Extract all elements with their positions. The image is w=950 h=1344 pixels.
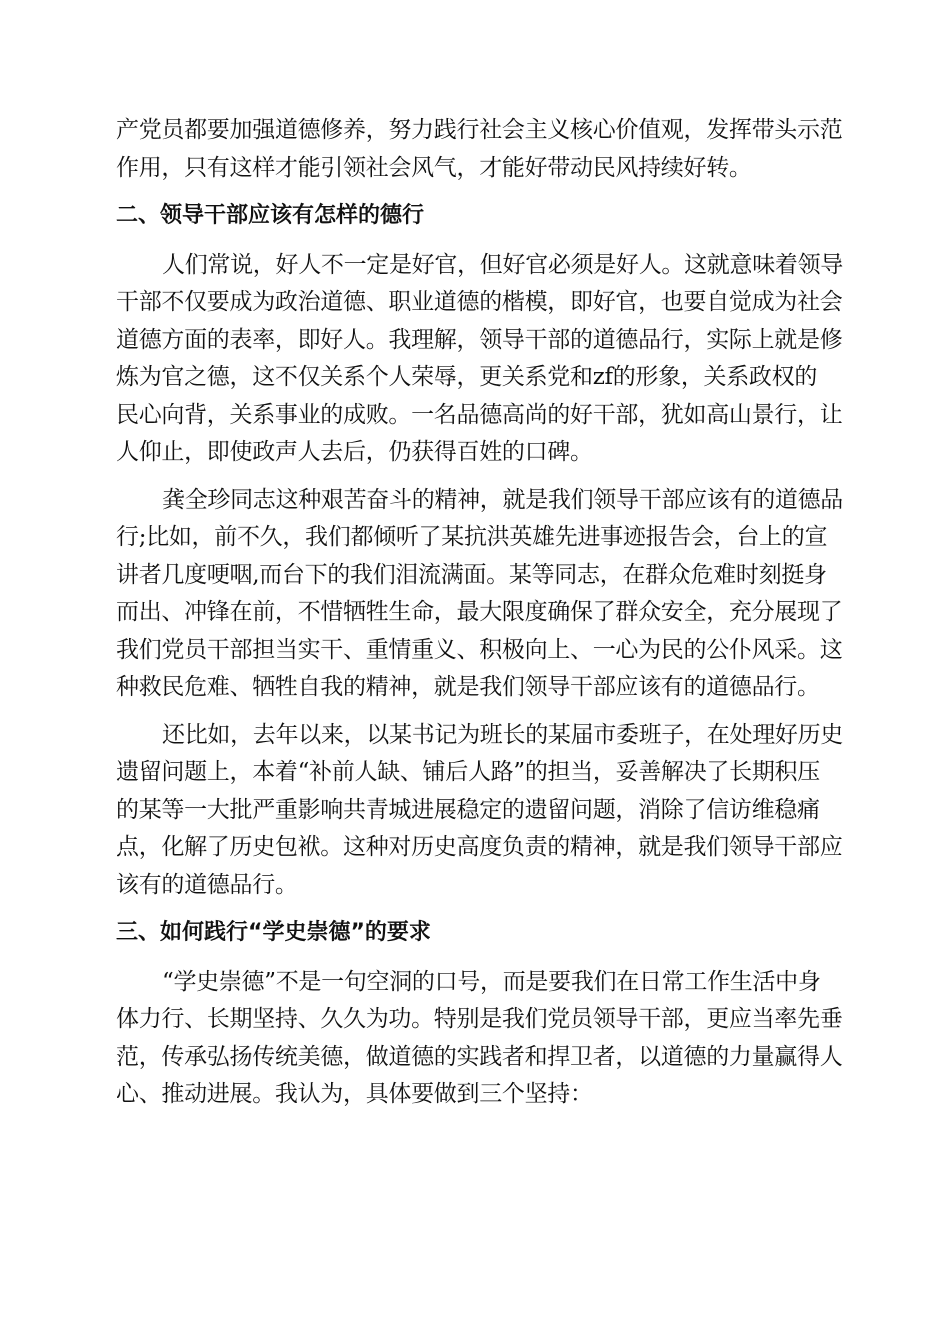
text-line: 范，传承弘扬传统美德，做道德的实践者和捍卫者，以道德的力量赢得人 (116, 1043, 843, 1070)
text-line: 作用，只有这样才能引领社会风气，才能好带动民风持续好转。 (116, 154, 752, 181)
text-line: 该有的道德品行。 (116, 871, 298, 898)
paragraph-continuation (116, 112, 843, 187)
text-line: 龚全珍同志这种艰苦奋斗的精神，就是我们领导干部应该有的道德品 (162, 486, 844, 513)
paragraph-historical-issues (116, 717, 844, 905)
text-line: 干部不仅要成为政治道德、职业道德的楷模，即好官，也要自觉成为社会 (116, 289, 843, 315)
text-line: 道德方面的表率，即好人。我理解，领导干部的道德品行，实际上就是修 (116, 326, 843, 353)
text-line: 点，化解了历史包袱。这种对历史高度负责的精神，就是我们领导干部应 (116, 834, 843, 860)
text-line: 人仰止，即使政声人去后，仍获得百姓的口碑。 (116, 439, 593, 465)
text-line: 遗留问题上，本着“补前人缺、铺后人路”的担当，妥善解决了长期积压 (116, 759, 820, 785)
paragraph-practice (116, 964, 843, 1114)
text-line: 种救民危难、牺牲自我的精神，就是我们领导干部应该有的道德品行。 (116, 674, 820, 700)
section-heading-2: 二、领导干部应该有怎样的德行 (116, 203, 425, 228)
paragraph-hardship-spirit (116, 482, 844, 707)
document-page (116, 112, 844, 1124)
text-line: 心、推动进展。我认为，具体要做到三个坚持： (116, 1081, 593, 1107)
text-line: 人们常说，好人不一定是好官，但好官必须是好人。这就意味着领导 (162, 251, 844, 278)
text-line: 体力行、长期坚持、久久为功。特别是我们党员领导干部，更应当率先垂 (116, 1006, 843, 1032)
text-line: 炼为官之德，这不仅关系个人荣辱，更关系党和zf的形象，关系政权的 (116, 364, 818, 390)
text-line: 行;比如，前不久，我们都倾听了某抗洪英雄先进事迹报告会，台上的宣 (116, 524, 828, 550)
text-line: 还比如，去年以来，以某书记为班长的某届市委班子，在处理好历史 (162, 721, 844, 748)
paragraph-good-official (116, 247, 844, 472)
text-line: 产党员都要加强道德修养，努力践行社会主义核心价值观，发挥带头示范 (116, 117, 843, 143)
text-line: 讲者几度哽咽,而台下的我们泪流满面。某等同志，在群众危难时刻挺身 (116, 561, 827, 588)
text-line: “学史崇德”不是一句空洞的口号，而是要我们在日常工作生活中身 (162, 968, 821, 995)
text-line: 的某等一大批严重影响共青城进展稳定的遗留问题，消除了信访维稳痛 (116, 796, 820, 823)
text-line: 而出、冲锋在前，不惜牺牲生命，最大限度确保了群众安全，充分展现了 (116, 599, 843, 625)
section-heading-3: 三、如何践行“学史崇德”的要求 (116, 920, 431, 945)
text-line: 我们党员干部担当实干、重情重义、积极向上、一心为民的公仆风采。这 (116, 636, 843, 663)
text-line: 民心向背，关系事业的成败。一名品德高尚的好干部，犹如高山景行，让 (116, 401, 843, 428)
